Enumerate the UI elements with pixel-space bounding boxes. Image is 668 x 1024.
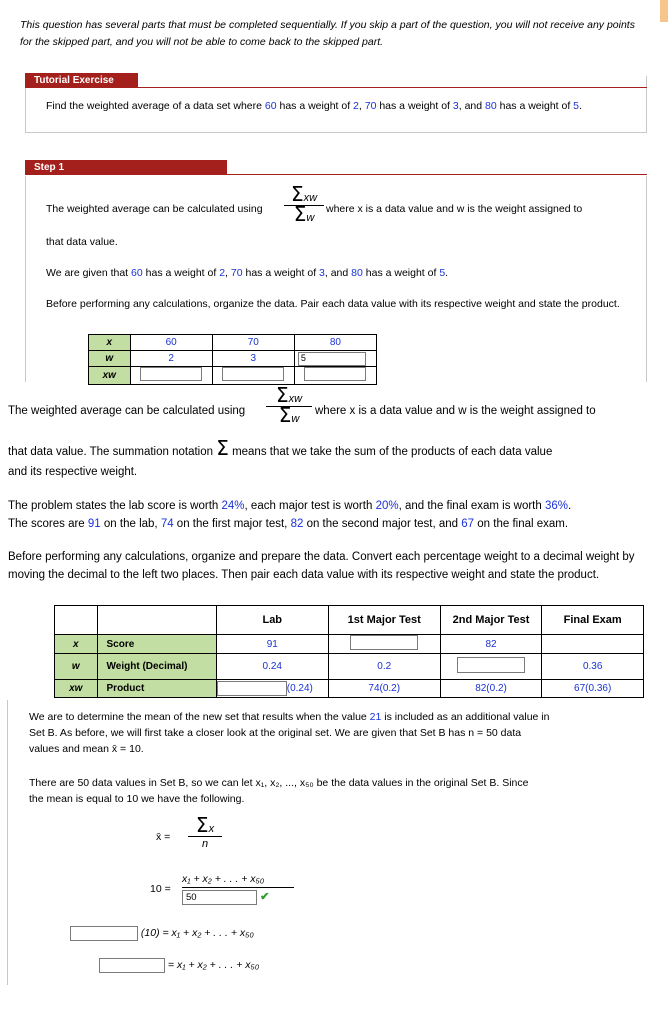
eq1-lhs: x̄ = (156, 831, 171, 843)
header-test2: 2nd Major Test (440, 606, 542, 635)
eq4-input[interactable] (99, 958, 165, 973)
step1-formula-tail: where x is a data value and w is the weight assigned to (326, 203, 583, 215)
eq2-fraction (182, 872, 300, 905)
sequential-notice: This question has several parts that must be completed sequentially. If you skip a part of the question, you will not receive any points for the skipped part, and you will not be able to come back to the skipped part. (20, 19, 635, 48)
product-input-2[interactable] (222, 367, 284, 381)
product-final: 67(0.36) (542, 680, 644, 698)
weight-lab: 0.24 (216, 654, 328, 680)
tutorial-header: Tutorial Exercise (25, 73, 138, 88)
cell-w-2: 3 (212, 351, 294, 367)
row-label-xw: xw (89, 367, 131, 385)
cell-w-1: 2 (130, 351, 212, 367)
part2-formula-tail: where x is a data value and w is the weight assigned to (315, 405, 596, 417)
row-label-xw: xw (55, 680, 98, 698)
cell-w-3 (294, 351, 376, 367)
cell-x-3: 80 (294, 335, 376, 351)
part2-formula-lead: The weighted average can be calculated using (8, 405, 246, 417)
cell-x-2: 70 (212, 335, 294, 351)
edge-tab (660, 0, 668, 22)
header-lab: Lab (216, 606, 328, 635)
part2-statement: The problem states the lab score is worth 24%, each major test is worth 20%, and the final exam is worth 36%. The scores are 91 on the lab, 74 on the first major test, 82 on the second major test, and 67 on the final exam. (8, 500, 572, 530)
step1-organize: Before performing any calculations, organize the data. Pair each data value with its respective weight and state the product. (46, 298, 620, 310)
step1-weighted-formula: Σxw Σw (284, 187, 324, 224)
corner-blank (55, 606, 98, 635)
product-test2: 82(0.2) (440, 680, 542, 698)
sigma-icon: Σ (216, 436, 229, 460)
product-input-1[interactable] (140, 367, 202, 381)
label-product: Product (97, 680, 216, 698)
step1-data-table (88, 334, 377, 385)
problem-statement: Find the weighted average of a data set where 60 has a weight of 2, 70 has a weight of 3, and 80 has a weight of 5. (46, 100, 582, 112)
tutorial-header-rule (25, 87, 647, 88)
score-final (542, 635, 644, 654)
product-input-3[interactable] (304, 367, 366, 381)
row-label-w: w (55, 654, 98, 680)
product-lab: (0.24) (216, 680, 328, 698)
part2-weighted-formula: Σxw Σw (266, 388, 312, 425)
weight-test1: 0.2 (328, 654, 440, 680)
step1-header: Step 1 (25, 160, 227, 175)
header-final: Final Exam (542, 606, 644, 635)
row-label-x: x (55, 635, 98, 654)
cell-xw-3 (294, 367, 376, 385)
cell-xw-1 (130, 367, 212, 385)
corner-blank-2 (97, 606, 216, 635)
step1-formula-tail2: that data value. (46, 236, 118, 248)
part2-line3: and its respective weight. (8, 466, 138, 478)
part3-setup: There are 50 data values in Set B, so we can let x₁, x₂, ..., x₅₀ be the data values in the original Set B. Since the mean is equal to 10 we have the following. (29, 777, 529, 805)
weight-input-3[interactable]: 5 (298, 352, 366, 366)
eq3-input[interactable] (70, 926, 138, 941)
part3-intro: We are to determine the mean of the new set that results when the value 21 is included as an additional value in Set B. As before, we will first take a closer look at the original set. We are given that Set B has n = 50 data values and mean x̄ = 10. (29, 711, 550, 755)
product-test1: 74(0.2) (328, 680, 440, 698)
weight-test2 (440, 654, 542, 680)
weight-final: 0.36 (542, 654, 644, 680)
step1-formula-lead: The weighted average can be calculated using (46, 203, 263, 215)
label-weight: Weight (Decimal) (97, 654, 216, 680)
eq2-denominator-input[interactable]: 50 (182, 890, 257, 905)
cell-x-1: 60 (130, 335, 212, 351)
eq3-row: (10) = x₁ + x₂ + . . . + x₅₀ (70, 925, 254, 941)
score-input-test1[interactable] (350, 635, 418, 650)
part2-summation-line: that data value. The summation notation Σ means that we take the sum of the products of each data value (8, 436, 553, 460)
grade-data-table (54, 605, 644, 698)
eq2-numerator: x₁ + x₂ + . . . + x₅₀ (182, 873, 265, 885)
eq1-mean-formula: Σx n (188, 818, 222, 850)
part2-prepare: Before performing any calculations, organize and prepare the data. Convert each percentage weight to a decimal weight by moving the decimal to the left two places. Then pair each data value with its respective weight and state the product. (8, 551, 635, 581)
row-label-w: w (89, 351, 131, 367)
part3-left-rule (7, 700, 8, 985)
header-test1: 1st Major Test (328, 606, 440, 635)
row-label-x: x (89, 335, 131, 351)
score-test1 (328, 635, 440, 654)
score-lab: 91 (216, 635, 328, 654)
step1-header-rule (25, 174, 647, 175)
label-score: Score (97, 635, 216, 654)
weight-input-test2[interactable] (457, 657, 525, 673)
correct-check-icon: ✔ (260, 891, 270, 903)
step1-given: We are given that 60 has a weight of 2, 70 has a weight of 3, and 80 has a weight of 5. (46, 267, 449, 279)
product-input-lab[interactable] (217, 681, 287, 696)
eq2-lhs: 10 = (150, 883, 171, 895)
score-test2: 82 (440, 635, 542, 654)
eq4-row: = x₁ + x₂ + . . . + x₅₀ (99, 957, 259, 973)
cell-xw-2 (212, 367, 294, 385)
